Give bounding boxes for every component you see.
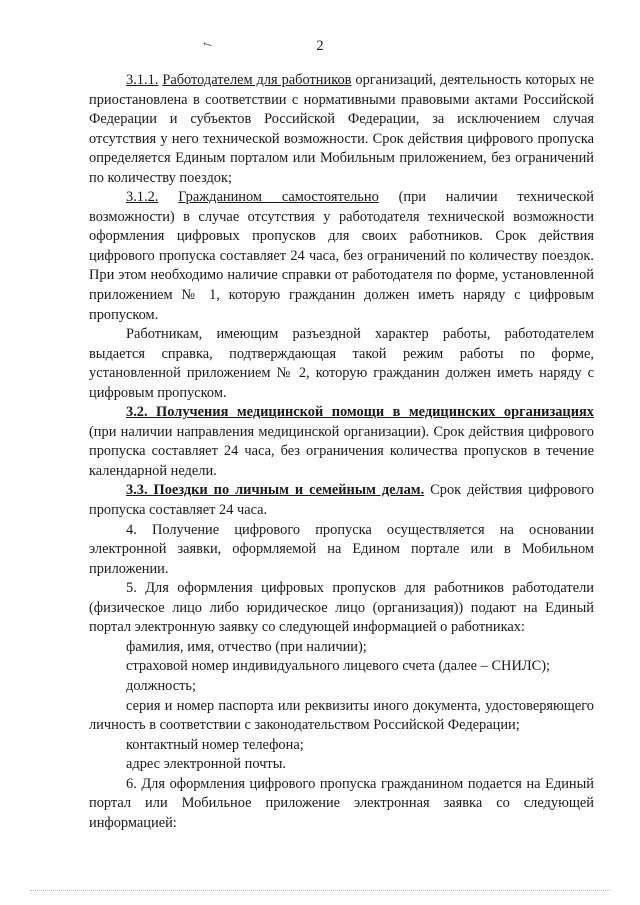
paragraph-3-1-1: [89, 71, 594, 188]
document-body: [89, 71, 594, 833]
page-number: 2: [316, 38, 324, 54]
paragraph-3-2: [89, 403, 594, 481]
list-item: серия и номер паспорта или реквизиты иного документа, удостоверяющего личность в соответствии с законодательством Российской Федерации;: [89, 697, 594, 734]
clause-heading-3-1-1: Работодателем для работников: [162, 72, 352, 88]
list-item: фамилия, имя, отчество (при наличии);: [126, 638, 367, 655]
clause-number-3-1-2: 3.1.2.: [126, 189, 159, 206]
paragraph-3-3: [89, 481, 594, 520]
clause-text-3-1-2: (при наличии технической возможности) в случае отсутствия у работодателя технической возможности оформления цифровых пропусков для своих работников. Срок действия цифрового пропуска составляет 24 часа, без ограничений по количеству поездок. При этом необходимо наличие справки от работодателя по форме, установленной приложением № 1, которую гражданин должен иметь наряду с цифровым пропуском.: [89, 189, 594, 323]
clause-text-3-2: (при наличии направления медицинской организации). Срок действия цифрового пропуска составляет 24 часа, без ограничения количества пропусков в течение календарной недели.: [89, 423, 594, 479]
paragraph-workers-certificate: Работникам, имеющим разъездной характер работы, работодателем выдается справка, подтверждающая такой режим работы по форме, установленной приложением № 2, которую гражданин должен иметь наряду с цифровым пропуском.: [89, 326, 594, 401]
clause-text-3-1-1: организаций, деятельность которых не приостановлена в соответствии с нормативными правовыми актами Российской Федерации и субъектов Российской Федерации, за исключением случая отсутствия у него технической возможности. Срок действия цифрового пропуска определяется Единым порталом или Мобильным приложением, без ограничений по количеству поездок;: [89, 72, 594, 186]
paragraph-3-1-2: [89, 188, 594, 325]
clause-heading-3-2: 3.2. Получения медицинской помощи в медицинских организациях: [126, 404, 594, 421]
scan-cursor-mark: ↖: [200, 37, 215, 53]
paragraph-5: 5. Для оформления цифровых пропусков для работников работодатели (физическое лицо либо юридическое лицо (организация)) подают на Единый портал электронную заявку со следующей информацией о работниках:: [89, 580, 594, 636]
list-item: страховой номер индивидуального лицевого счета (далее – СНИЛС);: [126, 658, 550, 675]
list-item: должность;: [126, 677, 196, 694]
paragraph-4: 4. Получение цифрового пропуска осуществляется на основании электронной заявки, оформляемой на Едином портале или в Мобильном приложении.: [89, 521, 594, 577]
clause-number-3-1-1: 3.1.1.: [126, 72, 159, 88]
scan-bottom-edge: [30, 890, 610, 892]
clause-heading-3-1-2: Гражданином самостоятельно: [178, 189, 379, 206]
clause-heading-3-3: 3.3. Поездки по личным и семейным делам.: [126, 482, 425, 499]
paragraph-6: 6. Для оформления цифрового пропуска гражданином подается на Единый портал или Мобильное приложение электронная заявка со следующей информацией:: [89, 775, 594, 831]
list-item: адрес электронной почты.: [126, 756, 286, 773]
list-item: контактный номер телефона;: [126, 736, 304, 753]
clause-text-3-3: Срок действия цифрового пропуска составляет 24 часа.: [89, 482, 594, 519]
